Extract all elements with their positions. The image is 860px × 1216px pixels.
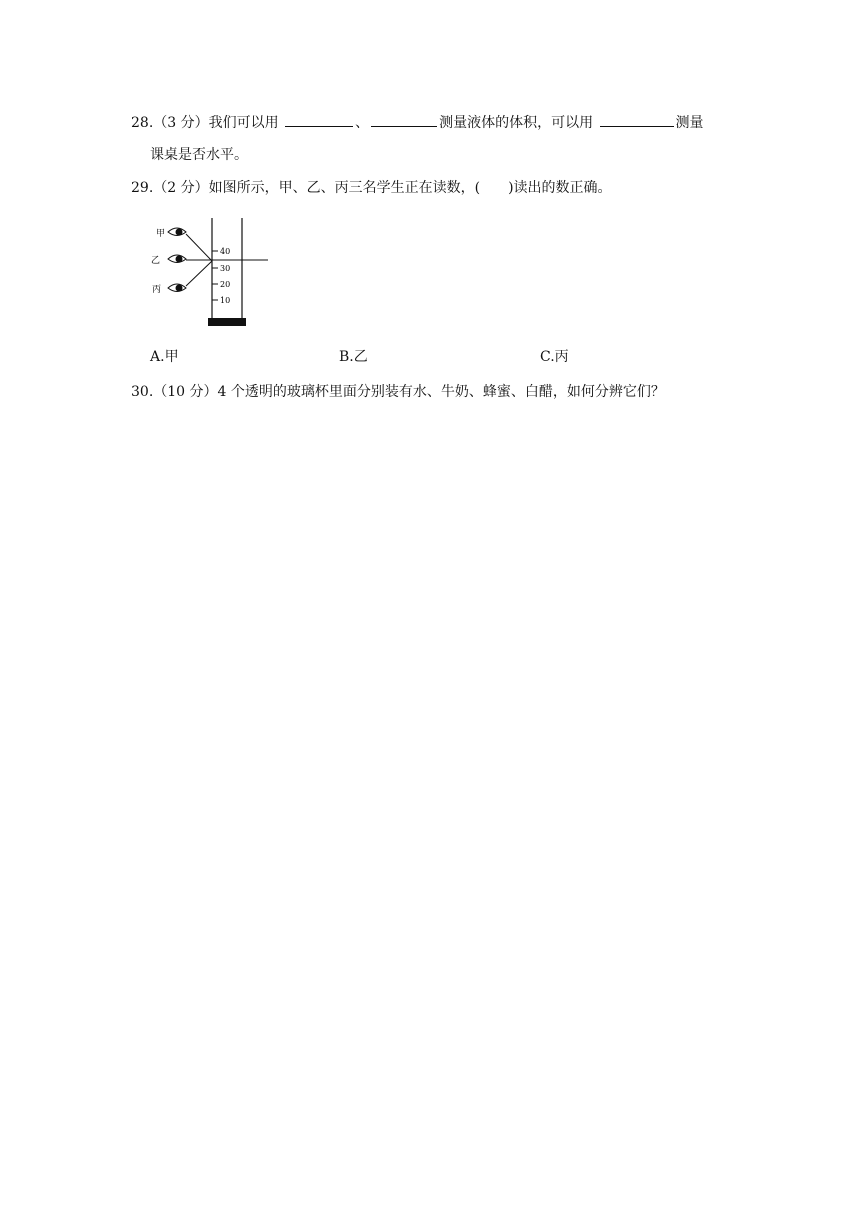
q29-option-b[interactable] (339, 347, 368, 367)
eye-icon-yi (168, 255, 186, 263)
option-letter: C. (540, 349, 555, 365)
tick-label-40: 40 (220, 247, 231, 256)
q29-text-a: 如图所示，甲、乙、丙三名学生正在读数，( (208, 180, 481, 196)
q29-stem (131, 178, 612, 198)
q28-text-c: 测量 (675, 115, 704, 131)
q28-sep: 、 (355, 115, 370, 131)
option-text: 丙 (554, 349, 569, 365)
q30-number: 30. (131, 384, 154, 400)
q29-score: （2 分） (153, 180, 209, 196)
sight-line-bing (186, 261, 212, 286)
q29-text-b: )读出的数正确。 (508, 180, 612, 196)
q30-score: （10 分） (153, 384, 218, 400)
q28-number: 28. (131, 115, 154, 131)
option-text: 甲 (164, 349, 179, 365)
q28-text-a: 我们可以用 (208, 115, 279, 131)
q28-blank-3[interactable] (600, 112, 674, 127)
q28-line1 (131, 112, 704, 133)
tick-label-20: 20 (220, 280, 231, 289)
observer-label-yi: 乙 (151, 256, 161, 266)
q28-text-b: 测量液体的体积，可以用 (439, 115, 594, 131)
q30-text: 4 个透明的玻璃杯里面分别装有水、牛奶、蜂蜜、白醋，如何分辨它们？ (217, 384, 665, 400)
option-letter: B. (339, 349, 354, 365)
q28-blank-1[interactable] (285, 112, 353, 127)
q28-line2: 课桌是否水平。 (150, 147, 248, 163)
tick-label-10: 10 (220, 296, 231, 305)
q29-option-a[interactable] (150, 347, 179, 367)
option-text: 乙 (353, 349, 368, 365)
eye-icon-bing (168, 284, 186, 292)
cylinder-figure (140, 212, 270, 332)
option-letter: A. (150, 349, 165, 365)
q29-number: 29. (131, 180, 154, 196)
q30-stem (131, 382, 665, 402)
sight-line-jia (186, 234, 212, 261)
q28-score: （3 分） (153, 115, 209, 131)
q28-blank-2[interactable] (371, 112, 437, 127)
tick-label-30: 30 (220, 264, 231, 273)
cylinder-base (208, 318, 246, 326)
eye-icon-jia (168, 228, 186, 236)
observer-label-jia: 甲 (156, 229, 166, 239)
observer-label-bing: 丙 (152, 285, 162, 295)
q29-option-c[interactable] (540, 347, 569, 367)
